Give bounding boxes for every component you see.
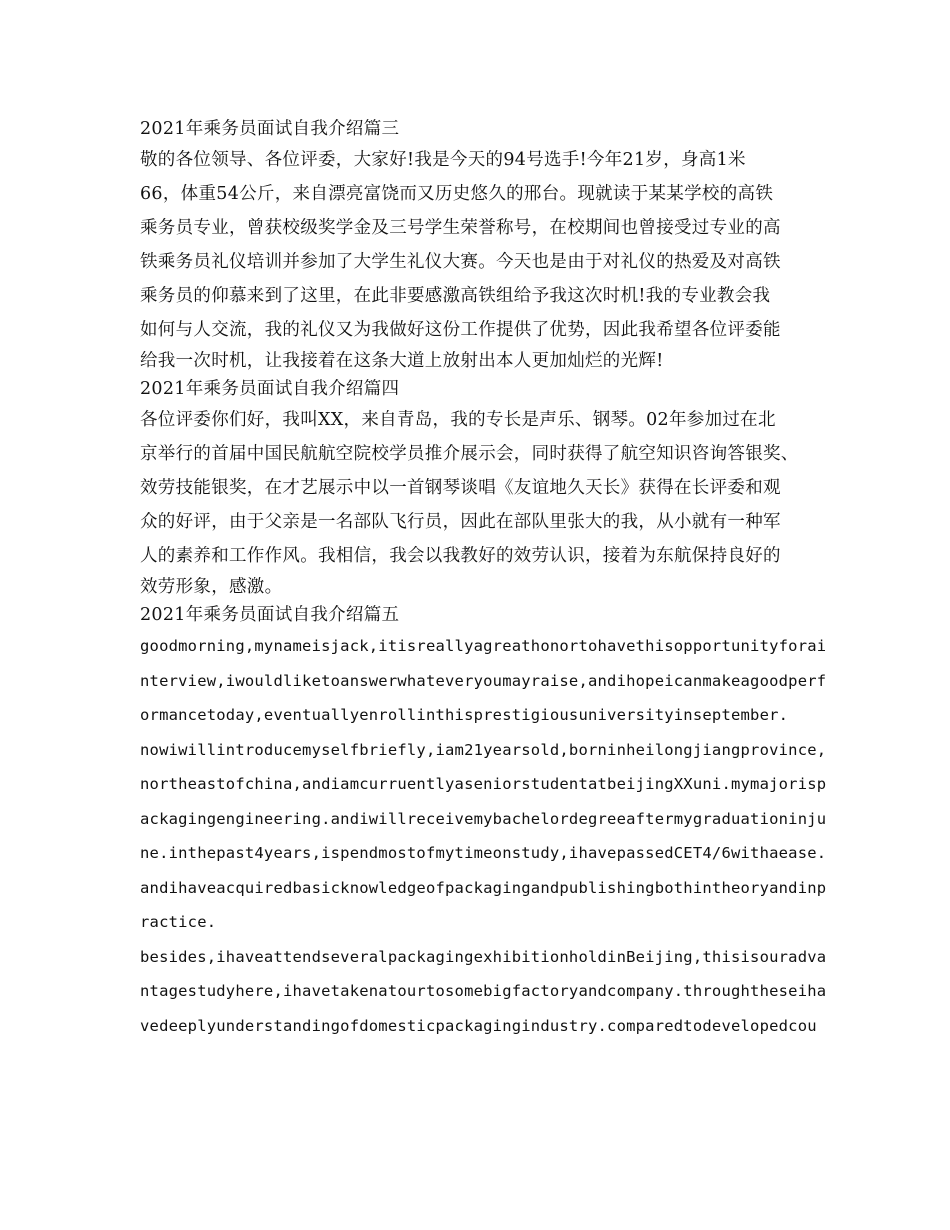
- section-heading: 2021年乘务员面试自我介绍篇三: [140, 119, 400, 139]
- paragraph-line: 京举行的首届中国民航航空院校学员推介展示会，同时获得了航空知识咨询答银奖、: [140, 444, 799, 464]
- paragraph-line: 乘务员的仰慕来到了这里，在此非要感激高铁组给予我这次时机!我的专业教会我: [140, 286, 771, 306]
- paragraph-line: vedeeplyunderstandingofdomesticpackagingindustry.comparedtodevelopedcou: [140, 1016, 817, 1035]
- paragraph-line: 乘务员专业，曾获校级奖学金及三号学生荣誉称号，在校期间也曾接受过专业的高: [140, 218, 781, 238]
- section-heading: 2021年乘务员面试自我介绍篇五: [140, 605, 400, 625]
- paragraph-line: nterview,iwouldliketoanswerwhateveryoumayraise,andihopeicanmakeagoodperf: [140, 671, 827, 690]
- paragraph-line: andihaveacquiredbasicknowledgeofpackagingandpublishingbothintheoryandinp: [140, 878, 827, 897]
- paragraph-line: 如何与人交流，我的礼仪又为我做好这份工作提供了优势，因此我希望各位评委能: [140, 320, 781, 340]
- paragraph-line: ormancetoday,eventuallyenrollinthisprestigiousuniversityinseptember.: [140, 706, 789, 724]
- paragraph-line: 各位评委你们好，我叫XX，来自青岛，我的专长是声乐、钢琴。02年参加过在北: [140, 410, 776, 430]
- paragraph-line: 众的好评，由于父亲是一名部队飞行员，因此在部队里张大的我，从小就有一种军: [140, 512, 781, 532]
- paragraph-line: 66，体重54公斤，来自漂亮富饶而又历史悠久的邢台。现就读于某某学校的高铁: [140, 184, 774, 204]
- paragraph-line: 人的素养和工作作风。我相信，我会以我教好的效劳认识，接着为东航保持良好的: [140, 546, 781, 566]
- document-page: [140, 115, 827, 1043]
- paragraph-line: ntagestudyhere,ihavetakenatourtosomebigfactoryandcompany.throughtheseiha: [140, 982, 827, 1000]
- paragraph-line: ractice.: [140, 913, 217, 931]
- paragraph-line: besides,ihaveattendseveralpackagingexhibitionholdinBeijing,thisisouradva: [140, 947, 827, 966]
- paragraph-line: northeastofchina,andiamcurruentlyaseniorstudentatbeijingXXuni.mymajorisp: [140, 775, 827, 793]
- paragraph-line: ackagingengineering.andiwillreceivemybachelordegreeaftermygraduationinju: [140, 809, 827, 828]
- paragraph-line: goodmorning,mynameisjack,itisreallyagreathonortohavethisopportunityforai: [140, 637, 827, 655]
- section-heading: 2021年乘务员面试自我介绍篇四: [140, 379, 400, 399]
- paragraph-line: 给我一次时机，让我接着在这条大道上放射出本人更加灿烂的光辉!: [140, 351, 664, 371]
- paragraph-line: 效劳技能银奖，在才艺展示中以一首钢琴谈唱《友谊地久天长》获得在长评委和观: [140, 478, 781, 498]
- paragraph-line: nowiwillintroducemyselfbriefly,iam21yearsold,borninheilongjiangprovince,: [140, 740, 827, 759]
- paragraph-line: 铁乘务员礼仪培训并参加了大学生礼仪大赛。今天也是由于对礼仪的热爱及对高铁: [140, 252, 781, 272]
- paragraph-line: ne.inthepast4years,ispendmostofmytimeonstudy,ihavepassedCET4/6withaease.: [140, 844, 827, 862]
- paragraph-line: 敬的各位领导、各位评委，大家好!我是今天的94号选手!今年21岁，身高1米: [140, 150, 746, 170]
- paragraph-line: 效劳形象，感激。: [140, 577, 283, 597]
